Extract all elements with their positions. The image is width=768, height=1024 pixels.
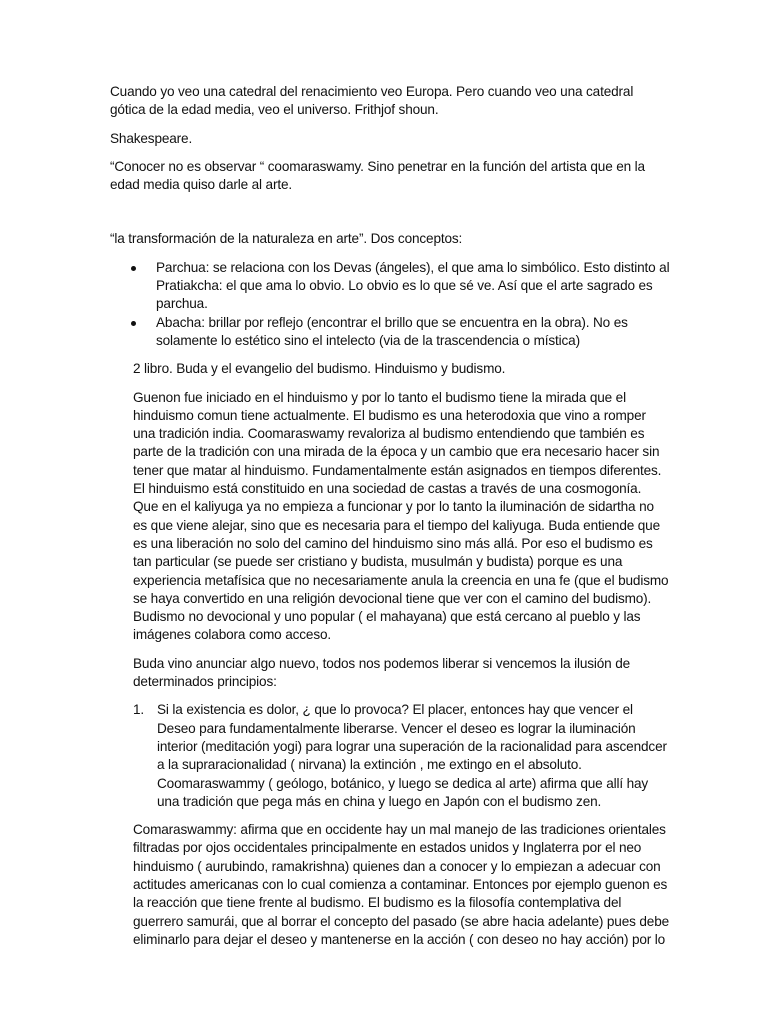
paragraph-shakespeare: Shakespeare. bbox=[110, 130, 193, 146]
bullet-icon bbox=[131, 266, 136, 271]
bullet-text: Abacha: brillar por reflejo (encontrar el brillo que se encuentra en la obra). No es solamente lo estético sino el intelecto (via de la trascendencia o mística) bbox=[156, 314, 628, 348]
bullet-icon bbox=[131, 321, 136, 326]
blank-line bbox=[110, 204, 670, 230]
paragraph-libro: 2 libro. Buda y el evangelio del budismo. Hinduismo y budismo. bbox=[133, 361, 506, 377]
bullet-item-abacha bbox=[110, 314, 670, 351]
paragraph-comaraswammy: Comaraswammy: afirma que en occidente hay un mal manejo de las tradiciones orientales filtradas por ojos occidentales principalmente en estados unidos y Inglaterra por el neo hinduismo ( aurubindo, ramakrishna) quienes dan a conocer y lo empiezan a adecuar con actitudes americanas con lo cual comienza a contaminar. Entonces por ejemplo guenon es la reacción que tiene frente al budismo. El budismo es la filosofía contemplativa del guerrero samurái, que al borrar el concepto del pasado (se abre hacia adelante) pues debe eliminarlo para dejar el deseo y mantenerse en la acción ( con deseo no hay acción) por lo bbox=[133, 822, 670, 947]
paragraph-buda: Buda vino anunciar algo nuevo, todos nos podemos liberar si vencemos la ilusión de determinados principios: bbox=[133, 655, 631, 690]
principles-numbered-list bbox=[110, 701, 670, 811]
numbered-item bbox=[110, 701, 670, 811]
bullet-text: Parchua: se relaciona con los Devas (ángeles), el que ama lo simbólico. Esto distinto al Pratiakcha: el que ama lo obvio. Lo obvio es lo que sé ve. Así que el arte sagrado es parchua. bbox=[156, 259, 670, 312]
paragraph-transformacion: “la transformación de la naturaleza en arte”. Dos conceptos: bbox=[110, 231, 463, 247]
document-body bbox=[110, 83, 670, 959]
item-number: 1. bbox=[133, 702, 145, 718]
paragraph-opening-quote: Cuando yo veo una catedral del renacimiento veo Europa. Pero cuando veo una catedral gótica de la edad media, veo el universo. Frithjof shoun. bbox=[110, 84, 634, 118]
paragraph-conocer: “Conocer no es observar “ coomaraswamy. Sino penetrar en la función del artista que en la edad media quiso darle al arte. bbox=[110, 158, 645, 193]
bullet-item-parchua bbox=[110, 259, 670, 314]
concepts-bullet-list bbox=[110, 259, 670, 350]
paragraph-guenon: Guenon fue iniciado en el hinduismo y por lo tanto el budismo tiene la mirada que el hinduismo comun tiene actualmente. El budismo es una heterodoxia que vino a romper una tradición india. Coomaraswamy revaloriza al budismo entendiendo que también es parte de la tradición con una mirada de la época y un cambio que era necesario hacer sin tener que matar al hinduismo. Fundamentalmente están asignados en tiempos diferentes. El hinduismo está constituido en una sociedad de castas a través de una cosmogonía. Que en el kaliyuga ya no empieza a funcionar y por lo tanto la iluminación de sidartha no es que viene alejar, sino que es necesaria para el tiempo del kaliyuga. Buda entiende que es una liberación no solo del camino del hinduismo sino más allá. Por eso el budismo es tan particular (se puede ser cristiano y budista, musulmán y budista) porque es una experiencia metafísica que no necesariamente anula la creencia en una fe (que el budismo se haya convertido en una religión devocional tiene que ver con el camino del budismo). Budismo no devocional y uno popular ( el mahayana) que está cercano al pueblo y las imágenes colabora como acceso. bbox=[133, 389, 669, 643]
item-text: Si la existencia es dolor, ¿ que lo provoca? El placer, entonces hay que vencer el Deseo para fundamentalmente liberarse. Vencer el deseo es lograr la iluminación interior (meditación yogi) para lograr una superación de la racionalidad para ascendcer a la supraracionalidad ( nirvana) la extinción , me extingo en el absoluto. Coomaraswammy ( geólogo, botánico, y luego se dedica al arte) afirma que allí hay una tradición que pega más en china y luego en Japón con el budismo zen. bbox=[157, 702, 667, 809]
